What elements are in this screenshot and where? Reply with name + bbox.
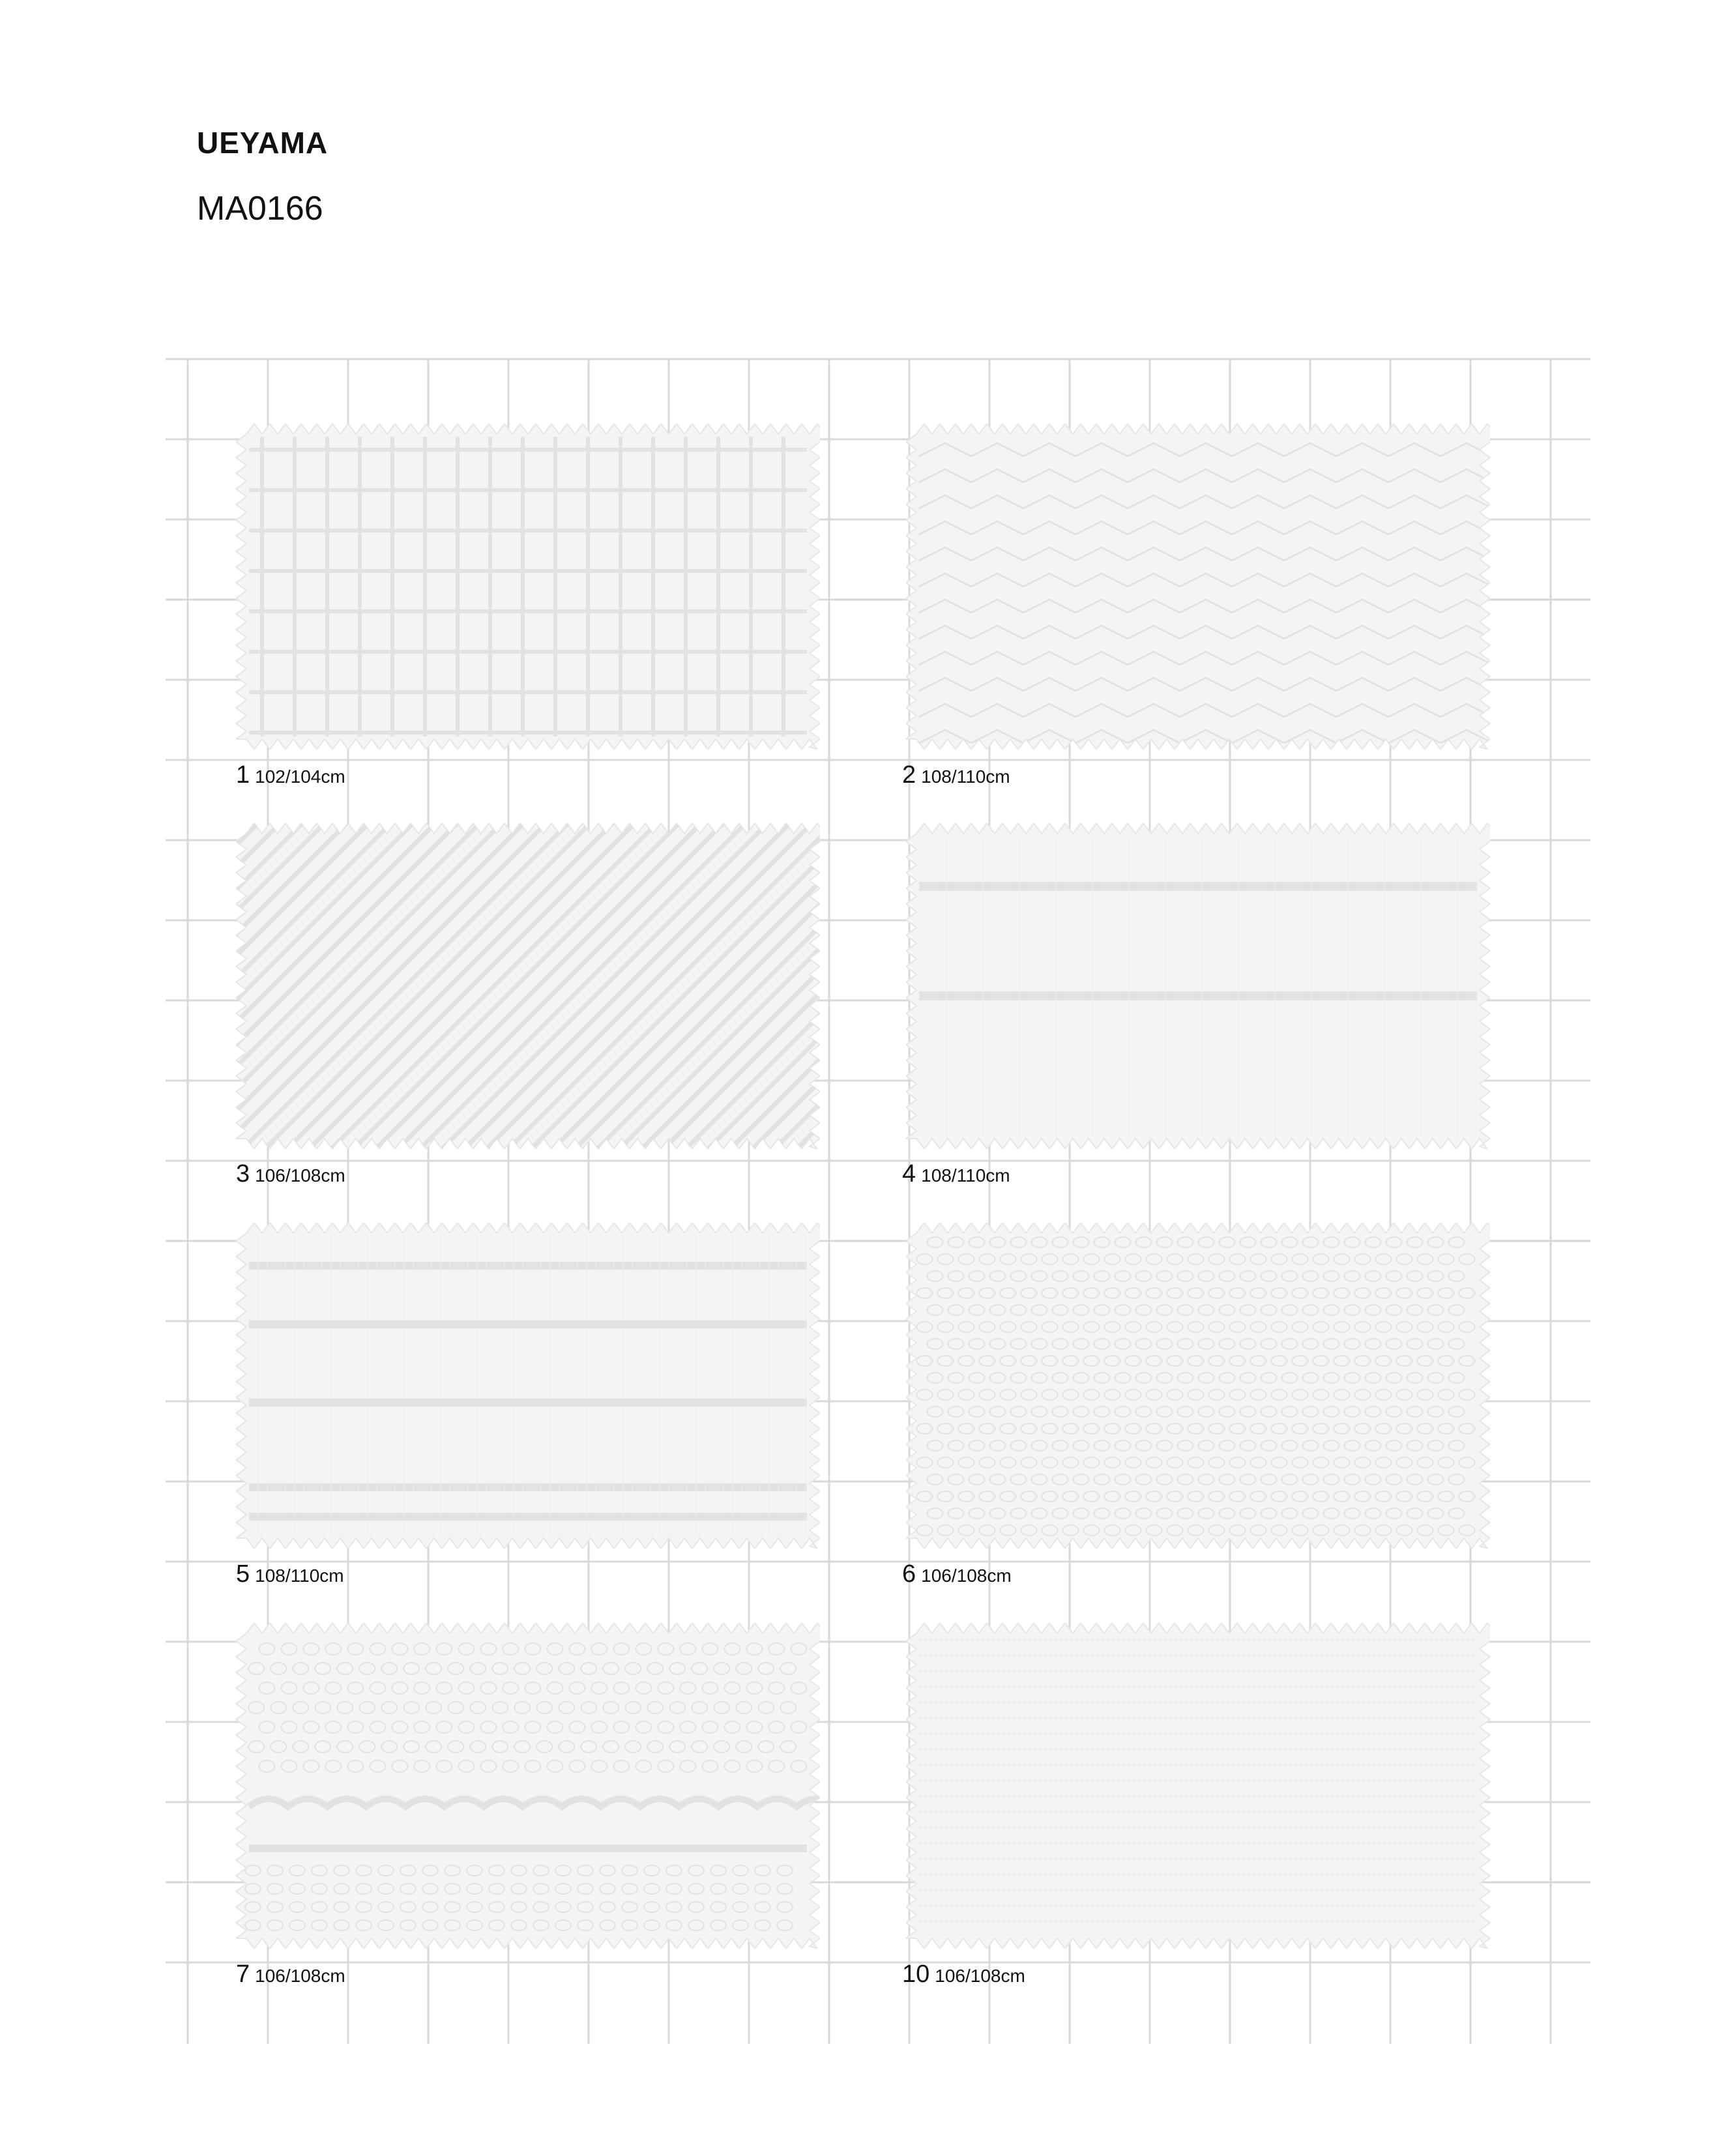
swatch-width: 108/110cm <box>921 766 1010 787</box>
swatch-width: 108/110cm <box>255 1566 344 1586</box>
swatch-label-5 <box>236 1560 344 1588</box>
swatch-number: 1 <box>236 761 250 789</box>
swatch-label-7 <box>236 1960 345 1988</box>
fabric-swatch-6 <box>906 1223 1490 1549</box>
swatch-number: 10 <box>902 1960 930 1988</box>
swatch-number: 3 <box>236 1160 250 1187</box>
swatch-number: 5 <box>236 1560 250 1588</box>
fabric-swatch-2 <box>906 424 1490 750</box>
swatch-label-6 <box>902 1560 1012 1588</box>
swatch-width: 106/108cm <box>255 1165 345 1186</box>
fabric-swatch-10 <box>906 1623 1490 1949</box>
fabric-swatch-1 <box>236 424 820 750</box>
swatch-number: 6 <box>902 1560 916 1588</box>
swatch-label-1 <box>236 761 345 789</box>
swatch-number: 2 <box>902 761 916 789</box>
fabric-swatch-7 <box>236 1623 820 1949</box>
swatch-width: 108/110cm <box>921 1165 1010 1186</box>
swatch-width: 106/108cm <box>935 1966 1025 1986</box>
fabric-swatch-5 <box>236 1223 820 1549</box>
brand-name: UEYAMA <box>197 126 329 160</box>
swatch-label-2 <box>902 761 1010 789</box>
swatch-width: 106/108cm <box>255 1966 345 1986</box>
swatch-width: 102/104cm <box>255 766 345 787</box>
swatch-label-3 <box>236 1160 345 1188</box>
swatch-width: 106/108cm <box>921 1566 1012 1586</box>
product-code: MA0166 <box>197 190 323 227</box>
fabric-swatch-4 <box>906 823 1490 1149</box>
swatch-number: 7 <box>236 1960 250 1988</box>
swatch-number: 4 <box>902 1160 916 1187</box>
fabric-swatch-3 <box>236 823 820 1149</box>
swatch-label-4 <box>902 1160 1010 1188</box>
swatch-label-10 <box>902 1960 1025 1988</box>
